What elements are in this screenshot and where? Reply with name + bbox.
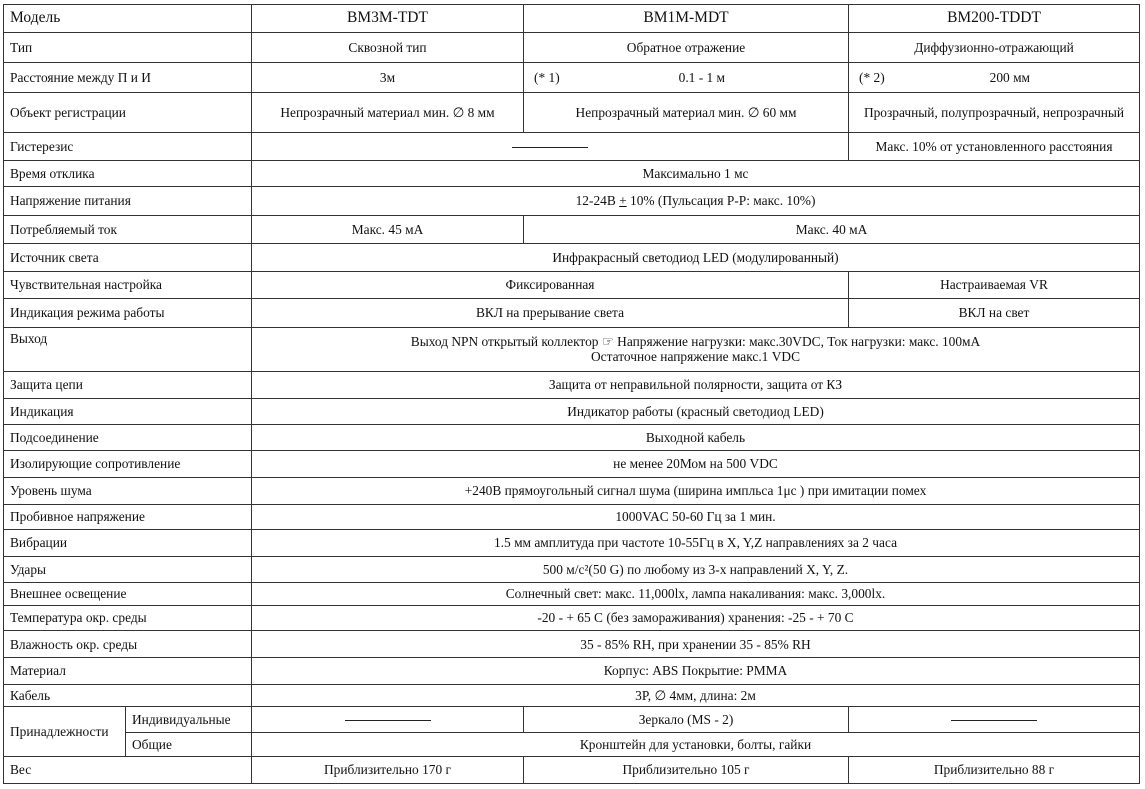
type-bm200: Диффузионно-отражающий xyxy=(849,32,1140,63)
row-label: Гистерезис xyxy=(4,132,252,161)
protection-value: Защита от неправильной полярности, защита от КЗ xyxy=(252,371,1140,399)
mode-bm200: ВКЛ на свет xyxy=(849,299,1140,328)
row-sensitivity xyxy=(4,271,1140,299)
spec-table xyxy=(3,4,1140,784)
row-label: Напряжение питания xyxy=(4,186,252,215)
row-label: Удары xyxy=(4,556,252,583)
type-bm1m: Обратное отражение xyxy=(524,32,849,63)
row-label: Вес xyxy=(4,757,252,784)
voltage-value xyxy=(252,186,1140,215)
row-label: Расстояние между П и И xyxy=(4,63,252,93)
sensitivity-bm200: Настраиваемая VR xyxy=(849,271,1140,299)
output-line-1: Выход NPN открытый коллектор ☞ Напряжение нагрузки: макс.30VDC, Ток нагрузки: макс. 100мА xyxy=(410,333,981,349)
row-accessories-common xyxy=(4,732,1140,757)
humidity-value: 35 - 85% RH, при хранении 35 - 85% RH xyxy=(252,631,1140,658)
output-line-2: Остаточное напряжение макс.1 VDC xyxy=(591,349,800,365)
noise-value: +240В прямоугольный сигнал шума (ширина импльса 1μс ) при имитации помех xyxy=(252,478,1140,505)
row-accessories-individual xyxy=(4,707,1140,733)
row-temperature xyxy=(4,605,1140,631)
voltage-prefix: 12-24В xyxy=(575,193,620,208)
footnote-2: (* 2) xyxy=(859,69,885,85)
row-label: Защита цепи xyxy=(4,371,252,399)
row-label: Выход xyxy=(4,327,252,371)
row-object xyxy=(4,92,1140,132)
type-bm3m: Сквозной тип xyxy=(252,32,524,63)
row-label: Уровень шума xyxy=(4,478,252,505)
row-hysteresis xyxy=(4,132,1140,161)
row-label: Вибрации xyxy=(4,530,252,557)
distance-bm1m xyxy=(524,63,849,93)
row-shock xyxy=(4,556,1140,583)
row-label: Принадлежности xyxy=(4,707,126,757)
dash-line xyxy=(512,147,588,148)
voltage-suffix: 10% (Пульсация P-P: макс. 10%) xyxy=(626,193,816,208)
accessory-bm1m: Зеркало (MS - 2) xyxy=(524,707,849,733)
row-label: Подсоединение xyxy=(4,425,252,451)
header-row xyxy=(4,5,1140,33)
row-label: Индикация режима работы xyxy=(4,299,252,328)
row-mode xyxy=(4,299,1140,328)
row-label: Тип xyxy=(4,32,252,63)
accessory-common: Кронштейн для установки, болты, гайки xyxy=(252,732,1140,757)
row-label: Потребляемый ток xyxy=(4,215,252,244)
ambient-light-value: Солнечный свет: макс. 11,000lx, лампа накаливания: макс. 3,000lx. xyxy=(252,583,1140,605)
temperature-value: -20 - + 65 C (без замораживания) хранения: -25 - + 70 C xyxy=(252,605,1140,631)
weight-bm3m: Приблизительно 170 г xyxy=(252,757,524,784)
hysteresis-bm200: Макс. 10% от установленного расстояния xyxy=(849,132,1140,161)
object-bm1m: Непрозрачный материал мин. ∅ 60 мм xyxy=(524,92,849,132)
dielectric-value: 1000VAC 50-60 Гц за 1 мин. xyxy=(252,504,1140,530)
row-vibration xyxy=(4,530,1140,557)
distance-bm200-value: 200 мм xyxy=(989,69,1031,85)
row-light xyxy=(4,244,1140,272)
row-label: Материал xyxy=(4,658,252,685)
row-label: Внешнее освещение xyxy=(4,583,252,605)
insulation-value: не менее 20Мом на 500 VDC xyxy=(252,450,1140,478)
row-connection xyxy=(4,425,1140,451)
row-label: Индикация xyxy=(4,399,252,425)
row-label: Влажность окр. среды xyxy=(4,631,252,658)
distance-bm3m: 3м xyxy=(252,63,524,93)
row-response xyxy=(4,161,1140,187)
row-distance xyxy=(4,63,1140,93)
row-label: Объект регистрации xyxy=(4,92,252,132)
accessory-bm200 xyxy=(849,707,1140,733)
object-bm3m: Непрозрачный материал мин. ∅ 8 мм xyxy=(252,92,524,132)
material-value: Корпус: ABS Покрытие: PMMA xyxy=(252,658,1140,685)
row-type xyxy=(4,32,1140,63)
row-ambient-light xyxy=(4,583,1140,605)
row-humidity xyxy=(4,631,1140,658)
model-bm3m: BM3M-TDT xyxy=(252,5,524,33)
row-protection xyxy=(4,371,1140,399)
object-bm200: Прозрачный, полупрозрачный, непрозрачный xyxy=(849,92,1140,132)
row-sublabel: Общие xyxy=(126,732,252,757)
row-label: Пробивное напряжение xyxy=(4,504,252,530)
current-bm3m: Макс. 45 мА xyxy=(252,215,524,244)
row-indication xyxy=(4,399,1140,425)
row-label: Чувствительная настройка xyxy=(4,271,252,299)
shock-value: 500 м/с²(50 G) по любому из 3-х направлений X, Y, Z. xyxy=(252,556,1140,583)
row-insulation xyxy=(4,450,1140,478)
distance-bm1m-value: 0.1 - 1 м xyxy=(678,69,726,85)
light-value: Инфракрасный светодиод LED (модулированный) xyxy=(252,244,1140,272)
output-value xyxy=(252,327,1140,371)
model-bm200: BM200-TDDT xyxy=(849,5,1140,33)
sensitivity-fixed: Фиксированная xyxy=(252,271,849,299)
cable-value: 3P, ∅ 4мм, длина: 2м xyxy=(252,684,1140,706)
row-label: Время отклика xyxy=(4,161,252,187)
row-current xyxy=(4,215,1140,244)
vibration-value: 1.5 мм амплитуда при частоте 10-55Гц в X, Y,Z направлениях за 2 часа xyxy=(252,530,1140,557)
row-label: Температура окр. среды xyxy=(4,605,252,631)
indication-value: Индикатор работы (красный светодиод LED) xyxy=(252,399,1140,425)
response-value: Максимально 1 мс xyxy=(252,161,1140,187)
plus-minus: + xyxy=(619,193,627,208)
mode-first: ВКЛ на прерывание света xyxy=(252,299,849,328)
footnote-1: (* 1) xyxy=(534,69,560,85)
row-cable xyxy=(4,684,1140,706)
row-voltage xyxy=(4,186,1140,215)
current-rest: Макс. 40 мА xyxy=(524,215,1140,244)
row-sublabel: Индивидуальные xyxy=(126,707,252,733)
row-label: Источник света xyxy=(4,244,252,272)
row-weight xyxy=(4,757,1140,784)
model-bm1m: BM1M-MDT xyxy=(524,5,849,33)
row-label: Кабель xyxy=(4,684,252,706)
dash-line xyxy=(345,720,431,721)
row-output xyxy=(4,327,1140,371)
row-dielectric xyxy=(4,504,1140,530)
weight-bm1m: Приблизительно 105 г xyxy=(524,757,849,784)
distance-bm200 xyxy=(849,63,1140,93)
row-label: Изолирующие сопротивление xyxy=(4,450,252,478)
header-label: Модель xyxy=(4,5,252,33)
connection-value: Выходной кабель xyxy=(252,425,1140,451)
row-noise xyxy=(4,478,1140,505)
hysteresis-none xyxy=(252,132,849,161)
dash-line xyxy=(951,720,1037,721)
row-material xyxy=(4,658,1140,685)
accessory-bm3m xyxy=(252,707,524,733)
weight-bm200: Приблизительно 88 г xyxy=(849,757,1140,784)
